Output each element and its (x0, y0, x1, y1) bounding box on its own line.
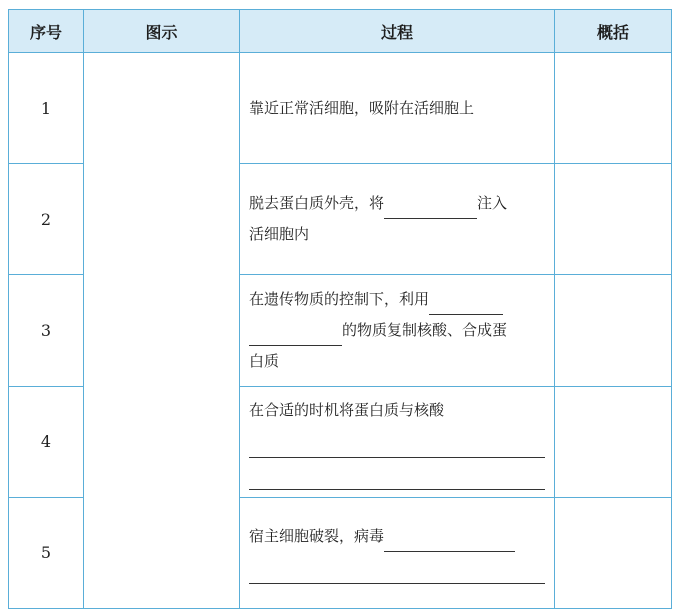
illustration-cell (84, 53, 240, 609)
row-number: 3 (9, 275, 84, 386)
fill-blank[interactable] (249, 324, 342, 346)
row-number: 1 (9, 53, 84, 164)
process-text: 活细胞内 (249, 225, 310, 244)
summary-cell[interactable] (555, 497, 672, 608)
process-text: 靠近正常活细胞，吸附在活细胞上 (249, 98, 475, 117)
process-cell (240, 275, 555, 386)
table-row (9, 53, 672, 164)
fill-blank[interactable] (249, 552, 545, 584)
process-text: 白质 (249, 351, 280, 370)
summary-cell[interactable] (555, 164, 672, 275)
row-number: 5 (9, 497, 84, 608)
header-number: 序号 (9, 10, 84, 53)
row-number: 4 (9, 386, 84, 497)
fill-blank[interactable] (249, 458, 545, 490)
header-row (9, 10, 672, 53)
process-cell (240, 53, 555, 164)
virus-replication-table (8, 9, 672, 609)
process-text: 注入 (477, 194, 508, 213)
fill-blank[interactable] (384, 197, 477, 219)
process-text: 宿主细胞破裂，病毒 (249, 527, 385, 546)
fill-blank[interactable] (429, 293, 503, 315)
summary-cell[interactable] (555, 53, 672, 164)
summary-cell[interactable] (555, 386, 672, 497)
fill-blank[interactable] (249, 426, 545, 458)
header-process: 过程 (240, 10, 555, 53)
row-number: 2 (9, 164, 84, 275)
summary-cell[interactable] (555, 275, 672, 386)
process-cell (240, 497, 555, 608)
fill-blank[interactable] (384, 530, 515, 552)
header-summary: 概括 (555, 10, 672, 53)
process-text: 在合适的时机将蛋白质与核酸 (249, 400, 445, 419)
header-illustration: 图示 (84, 10, 240, 53)
process-cell (240, 164, 555, 275)
process-text: 在遗传物质的控制下，利用 (249, 289, 430, 308)
process-text: 脱去蛋白质外壳，将 (249, 194, 385, 213)
process-text: 的物质复制核酸、合成蛋 (342, 320, 508, 339)
process-cell (240, 386, 555, 497)
